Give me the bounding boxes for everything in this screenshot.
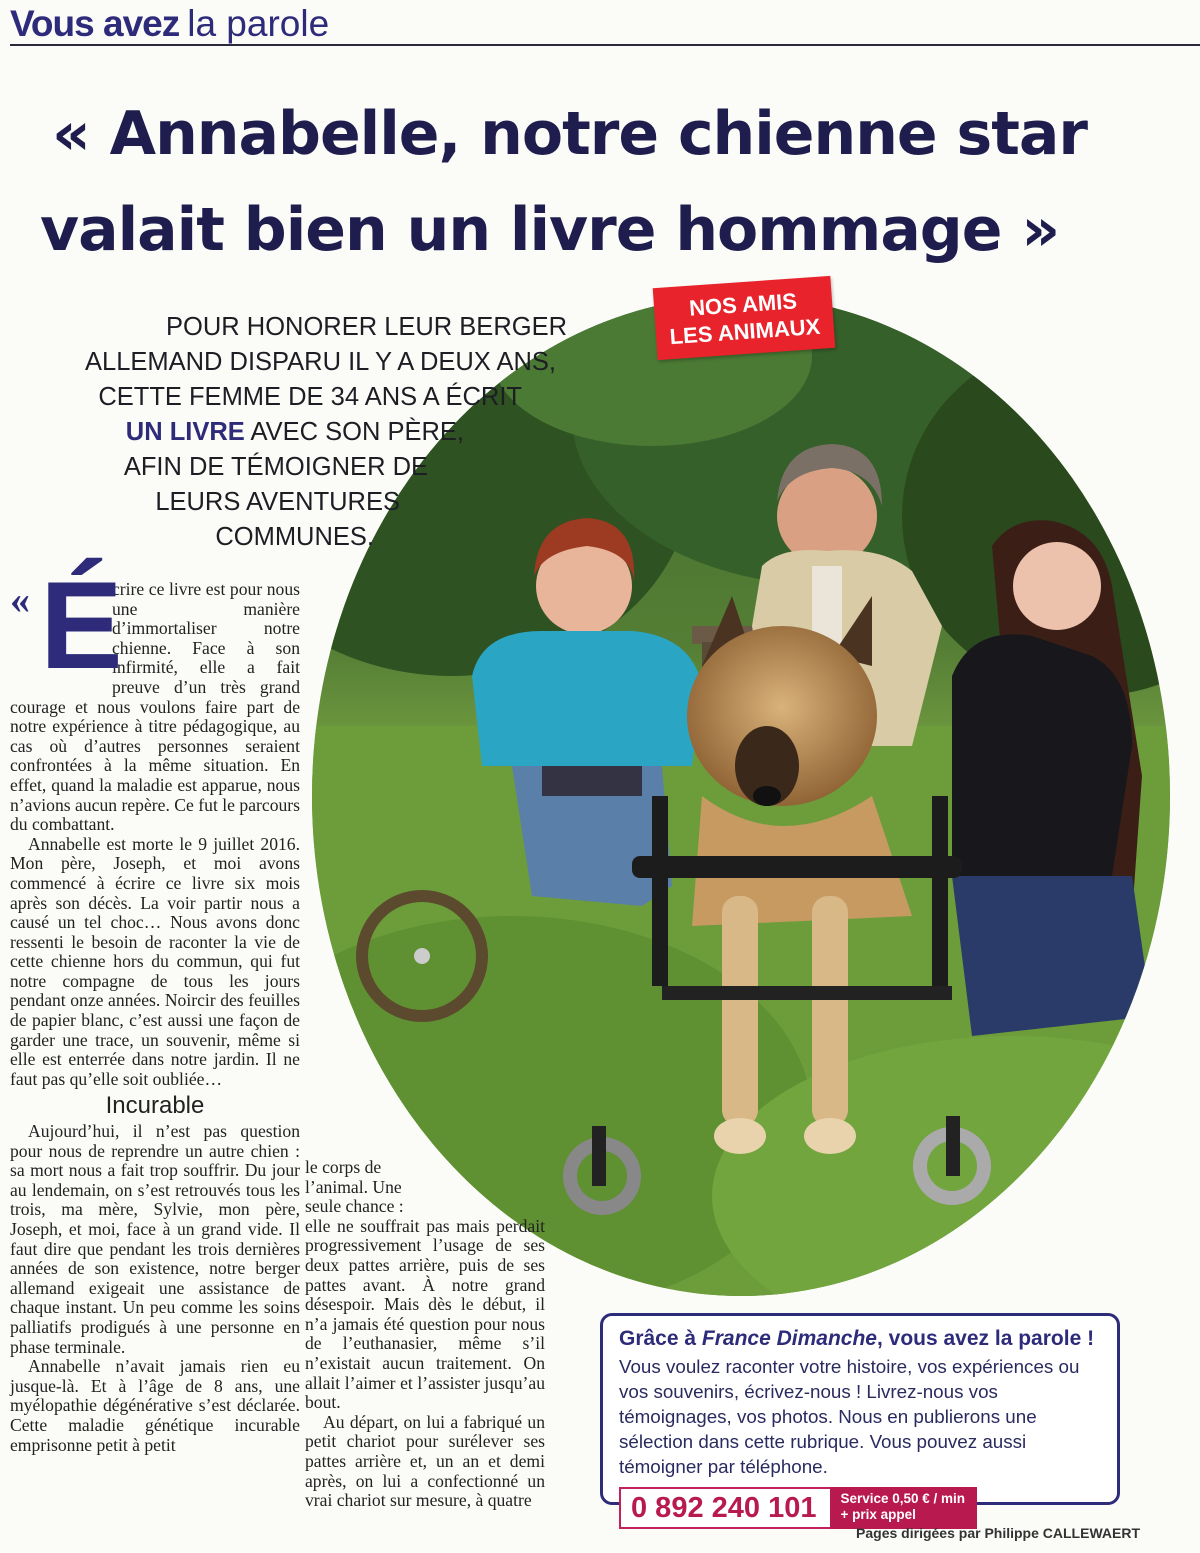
article-column-2: [305, 1158, 545, 1511]
price-line: Service 0,50 € / min: [840, 1491, 966, 1506]
chapeau-line: AVEC SON PÈRE,: [244, 418, 464, 446]
chapeau: [60, 310, 570, 555]
headline-name: Annabelle: [109, 99, 439, 169]
price-line: + prix appel: [840, 1507, 916, 1522]
chapeau-highlight: UN LIVRE: [125, 418, 245, 446]
dropcap: É: [40, 557, 123, 695]
paragraph: elle ne souffrait pas mais perdait progressivement l’usage de ses deux pattes arrière, puis de ses pattes avant. À notre grand désespoir. Mais dès le début, il n’a jamais été question pour nous de l’euthanasier, même s’il n’existait aucun traitement. On allait l’aimer et l’assister jusqu’au bout.: [305, 1215, 545, 1413]
paragraph: Aujourd’hui, il n’est pas question pour nous de reprendre un autre chien : sa mort nous a fait trop souffrir. Du jour au lendemain, on s’est retrouvés tous les trois, ma mère, Sylvie, mon père, Joseph, et moi, face à un grand vide. Il faut dire que pendant les trois dernières années de son existence, notre berger allemand exigeait une assistance de chaque instant. Un peu comme les soins palliatifs prodigués à une personne en phase terminale.: [10, 1121, 300, 1357]
open-quote: «: [10, 577, 30, 622]
paragraph: le corps de l’animal. Une seule chance :: [305, 1157, 404, 1217]
category-badge: [653, 276, 836, 360]
chapeau-line: CETTE FEMME DE 34 ANS A ÉCRIT: [98, 383, 522, 411]
paragraph: crire ce livre est pour nous une manière d’immortaliser notre chienne. Face à son infirmité, elle a fait preuve d’un très grand courage et nous voulons faire part de notre expérience à titre pédagogique, au cas où d’autres personnes seraient confrontées à la même situation. En effet, quand la maladie est apparue, nous n’avions aucun repère. Ce fut le parcours du combattant.: [10, 579, 300, 835]
paragraph: Au départ, on lui a fabriqué un petit chariot pour surélever ses pattes arrière et, un an et demi après, on lui a confectionné un vrai chariot sur mesure, à quatre: [305, 1411, 545, 1511]
cta-brand: France Dimanche: [701, 1327, 877, 1350]
paragraph: Annabelle n’avait jamais rien eu jusque-là. Et à l’âge de 8 ans, une myélopathie dégénérative s’est déclarée. Cette maladie génétique incurable emprisonne petit à petit: [10, 1356, 300, 1455]
badge-line1: NOS AMIS: [688, 288, 798, 321]
cta-phone-row: [619, 1487, 1103, 1529]
phone-number[interactable]: 0 892 240 101: [619, 1487, 830, 1529]
headline-open-quote: «: [52, 99, 110, 169]
byline: Pages dirigées par Philippe CALLEWAERT: [856, 1525, 1140, 1541]
badge-line2: LES ANIMAUX: [668, 313, 822, 350]
call-to-action-box: [600, 1313, 1120, 1524]
article-column-1-bottom: [10, 1122, 300, 1455]
price-info: [830, 1487, 977, 1529]
cta-text: Vous voulez raconter votre histoire, vos expériences ou vos souvenirs, écrivez-nous ! Livrez-nous vos témoignages, vos photos. Nous en publierons une sélection dans cette rubrique. Vous pouvez aussi témoigner par téléphone.: [619, 1356, 1080, 1477]
article-column-1: [10, 557, 300, 1123]
section-title-bold: Vous avez: [10, 3, 180, 44]
dropcap-block: [10, 557, 123, 695]
headline: [40, 86, 1180, 278]
paragraph: Annabelle est morte le 9 juillet 2016. Mon père, Joseph, et moi avons commencé à écrire ce livre six mois après son décès. La voir partir nous a causé un tel choc… Nous avons donc ressenti le besoin de raconter la vie de cette chienne hors du commun, qui fut notre compagne de tous les jours pendant onze années. Noircir des feuilles de papier blanc, c’est aussi une façon de garder une trace, un souvenir, même si elle est enterrée dans notre jardin. Il ne faut pas qu’elle soit oubliée…: [10, 833, 300, 1089]
chapeau-line: POUR HONORER LEUR BERGER: [166, 313, 567, 341]
section-header: [10, 4, 1200, 46]
chapeau-line: LEURS AVENTURES: [155, 488, 400, 516]
cta-title: Grâce à France Dimanche, vous avez la parole !: [619, 1327, 1095, 1350]
chapeau-line: AFIN DE TÉMOIGNER DE: [123, 453, 428, 481]
section-title-light: la parole: [187, 3, 330, 44]
headline-line2: valait bien un livre hommage »: [40, 195, 1060, 265]
chapeau-line: COMMUNES.: [215, 523, 374, 551]
headline-rest: , notre chienne star: [438, 99, 1087, 169]
chapeau-line: ALLEMAND DISPARU IL Y A DEUX ANS,: [85, 348, 556, 376]
sub-heading: Incurable: [105, 1092, 205, 1120]
